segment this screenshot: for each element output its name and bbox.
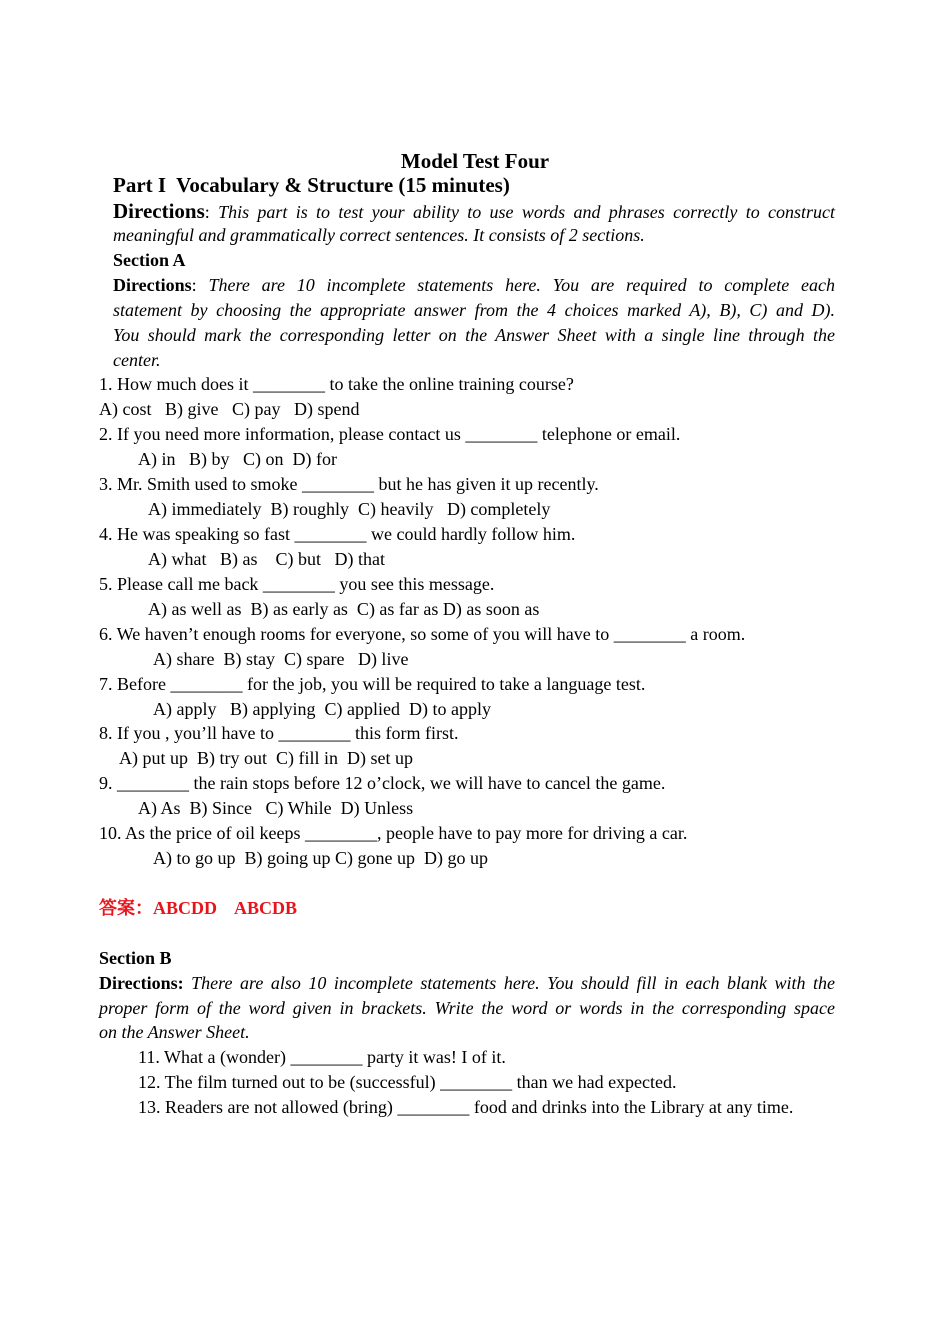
section-a-heading: Section A bbox=[113, 250, 186, 270]
page-title: Model Test Four bbox=[400, 149, 550, 173]
question-11: 11. What a (wonder) ________ party it was! I of it. bbox=[138, 1047, 506, 1067]
question-1: 1. How much does it ________ to take the online training course? bbox=[99, 374, 574, 394]
options-7: A) apply B) applying C) applied D) to apply bbox=[153, 699, 491, 719]
options-1: A) cost B) give C) pay D) spend bbox=[99, 399, 360, 419]
section-a-directions-line-3: You should mark the corresponding letter on the Answer Sheet with a single line through the bbox=[113, 325, 835, 345]
section-a-directions-line-2: statement by choosing the appropriate answer from the 4 choices marked A), B), C) and D). bbox=[113, 300, 835, 320]
directions-label: Directions bbox=[113, 199, 205, 223]
question-3: 3. Mr. Smith used to smoke ________ but he has given it up recently. bbox=[99, 474, 599, 494]
options-4: A) what B) as C) but D) that bbox=[148, 549, 385, 569]
question-9: 9. ________ the rain stops before 12 o’clock, we will have to cancel the game. bbox=[99, 773, 666, 793]
options-3: A) immediately B) roughly C) heavily D) completely bbox=[148, 499, 551, 519]
question-8: 8. If you , you’ll have to ________ this form first. bbox=[99, 723, 459, 743]
part-heading: Part I Vocabulary & Structure (15 minutes) bbox=[113, 173, 510, 197]
section-a-directions-line-4: center. bbox=[113, 350, 161, 370]
part-directions-line-1: Directions: This part is to test your ability to use words and phrases correctly to construct bbox=[113, 199, 836, 223]
question-7: 7. Before ________ for the job, you will be required to take a language test. bbox=[99, 674, 646, 694]
part-directions-line-2: meaningful and grammatically correct sentences. It consists of 2 sections. bbox=[113, 225, 645, 245]
section-b-directions-line-3: on the Answer Sheet. bbox=[99, 1022, 250, 1042]
question-6: 6. We haven’t enough rooms for everyone, so some of you will have to ________ a room. bbox=[99, 624, 746, 644]
section-b-directions-line-2: proper form of the word given in brackets. Write the word or words in the corresponding space bbox=[99, 998, 835, 1018]
options-6: A) share B) stay C) spare D) live bbox=[153, 649, 409, 669]
section-b-heading: Section B bbox=[99, 948, 172, 968]
question-4: 4. He was speaking so fast ________ we could hardly follow him. bbox=[99, 524, 576, 544]
question-10: 10. As the price of oil keeps ________, people have to pay more for driving a car. bbox=[99, 823, 688, 843]
question-13: 13. Readers are not allowed (bring) ________ food and drinks into the Library at any time. bbox=[138, 1097, 794, 1117]
question-5: 5. Please call me back ________ you see this message. bbox=[99, 574, 495, 594]
options-8: A) put up B) try out C) fill in D) set up bbox=[119, 748, 413, 768]
section-b-directions-line-1: Directions: There are also 10 incomplete statements here. You should fill in each blank with the bbox=[99, 973, 835, 993]
question-2: 2. If you need more information, please contact us ________ telephone or email. bbox=[99, 424, 681, 444]
section-a-directions-line-1: Directions: There are 10 incomplete statements here. You are required to complete each bbox=[113, 275, 836, 295]
options-10: A) to go up B) going up C) gone up D) go up bbox=[153, 848, 488, 868]
options-5: A) as well as B) as early as C) as far as D) as soon as bbox=[148, 599, 540, 619]
options-2: A) in B) by C) on D) for bbox=[138, 449, 337, 469]
answer-key: 答案：ABCDD ABCDB bbox=[99, 898, 298, 918]
question-12: 12. The film turned out to be (successful) ________ than we had expected. bbox=[138, 1072, 677, 1092]
options-9: A) As B) Since C) While D) Unless bbox=[138, 798, 414, 818]
